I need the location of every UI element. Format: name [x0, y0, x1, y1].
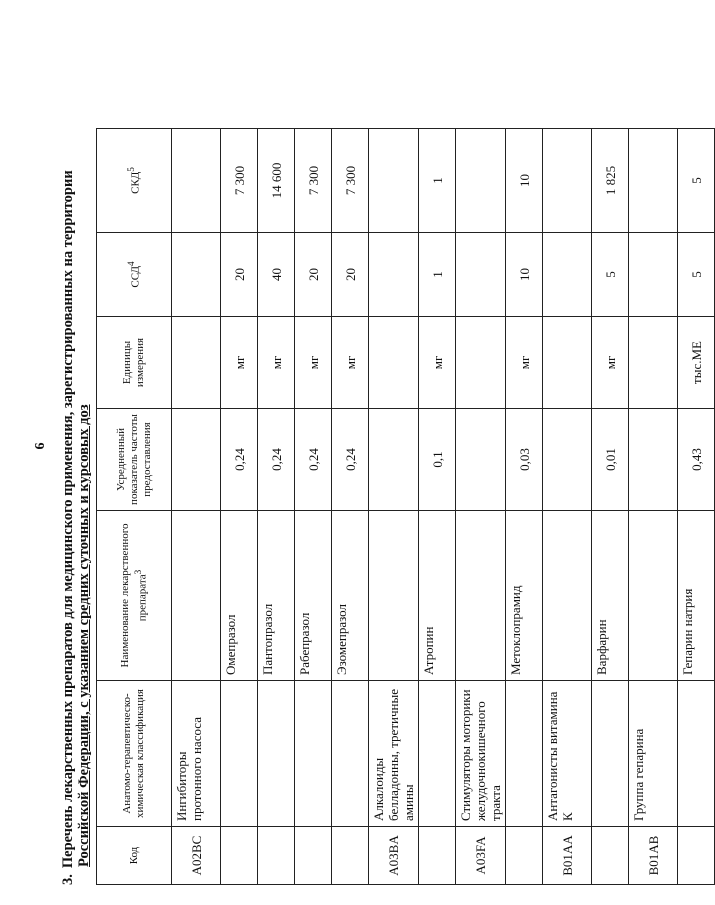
- table-row: [295, 129, 332, 885]
- table-row: [678, 129, 715, 885]
- header-drug-text: Наименование лекарственного препарата: [118, 523, 149, 668]
- atc-cell: [295, 681, 332, 827]
- footnote-5: 5: [126, 167, 137, 172]
- frequency-cell: 0,43: [678, 409, 715, 511]
- drug-name-cell: Пантопразол: [258, 511, 295, 681]
- atc-cell: [592, 681, 629, 827]
- drug-name-cell: [456, 511, 506, 681]
- atc-cell: [419, 681, 456, 827]
- unit-cell: тыс.МЕ: [678, 317, 715, 409]
- drug-name-cell: [629, 511, 678, 681]
- skd-cell: [369, 129, 419, 233]
- code-cell: A03FA: [456, 827, 506, 885]
- ssd-cell: 20: [221, 233, 258, 317]
- header-drug: [97, 511, 172, 681]
- table-row: [456, 129, 506, 885]
- drug-name-cell: Эзомепразол: [332, 511, 369, 681]
- table-row: [419, 129, 456, 885]
- title-line-1: [60, 35, 76, 885]
- atc-cell: [678, 681, 715, 827]
- header-code: Код: [97, 827, 172, 885]
- unit-cell: мг: [332, 317, 369, 409]
- atc-cell: [221, 681, 258, 827]
- unit-cell: мг: [221, 317, 258, 409]
- header-ssd-text: ССД: [129, 265, 142, 288]
- header-ssd: [97, 233, 172, 317]
- skd-cell: [629, 129, 678, 233]
- section-title: [60, 35, 92, 885]
- skd-cell: 1 825: [592, 129, 629, 233]
- table-row: [221, 129, 258, 885]
- ssd-cell: [172, 233, 221, 317]
- code-cell: B01AB: [629, 827, 678, 885]
- frequency-cell: 0,24: [258, 409, 295, 511]
- ssd-cell: 5: [678, 233, 715, 317]
- frequency-cell: 0,1: [419, 409, 456, 511]
- ssd-cell: 20: [332, 233, 369, 317]
- frequency-cell: [369, 409, 419, 511]
- unit-cell: [629, 317, 678, 409]
- frequency-cell: 0,03: [506, 409, 543, 511]
- code-cell: [419, 827, 456, 885]
- ssd-cell: 40: [258, 233, 295, 317]
- code-cell: [592, 827, 629, 885]
- ssd-cell: 10: [506, 233, 543, 317]
- skd-cell: 7 300: [295, 129, 332, 233]
- code-cell: [258, 827, 295, 885]
- skd-cell: 7 300: [221, 129, 258, 233]
- frequency-cell: 0,24: [221, 409, 258, 511]
- page-number: 6: [33, 442, 48, 450]
- ssd-cell: [543, 233, 592, 317]
- atc-cell: Алкалоиды белладонны, третичные амины: [369, 681, 419, 827]
- ssd-cell: [629, 233, 678, 317]
- table-row: [543, 129, 592, 885]
- atc-cell: [258, 681, 295, 827]
- code-cell: [506, 827, 543, 885]
- code-cell: [221, 827, 258, 885]
- drug-name-cell: Варфарин: [592, 511, 629, 681]
- unit-cell: мг: [295, 317, 332, 409]
- ssd-cell: [369, 233, 419, 317]
- rotated-page-content: [60, 35, 704, 885]
- title-line-2: Российской Федерации, с указанием средних суточных и курсовых доз: [76, 404, 92, 867]
- header-atc: Анатомо-терапевтическо-химическая классификация: [97, 681, 172, 827]
- atc-cell: [332, 681, 369, 827]
- skd-cell: [172, 129, 221, 233]
- table-row: [369, 129, 419, 885]
- frequency-cell: 0,01: [592, 409, 629, 511]
- frequency-cell: [172, 409, 221, 511]
- table-row: [629, 129, 678, 885]
- atc-cell: [506, 681, 543, 827]
- title-text-1: Перечень лекарственных препаратов для медицинского применения, зарегистрированных на территории: [60, 170, 76, 869]
- footnote-4: 4: [126, 261, 137, 266]
- frequency-cell: [629, 409, 678, 511]
- frequency-cell: 0,24: [332, 409, 369, 511]
- code-cell: [332, 827, 369, 885]
- frequency-cell: [543, 409, 592, 511]
- drug-table: [96, 128, 715, 885]
- frequency-cell: 0,24: [295, 409, 332, 511]
- ssd-cell: 20: [295, 233, 332, 317]
- code-cell: B01AA: [543, 827, 592, 885]
- ssd-cell: [456, 233, 506, 317]
- frequency-cell: [456, 409, 506, 511]
- table-row: [332, 129, 369, 885]
- unit-cell: [456, 317, 506, 409]
- unit-cell: [543, 317, 592, 409]
- code-cell: [678, 827, 715, 885]
- skd-cell: 1: [419, 129, 456, 233]
- header-skd-text: СКД: [129, 171, 142, 194]
- drug-name-cell: Рабепразол: [295, 511, 332, 681]
- skd-cell: 7 300: [332, 129, 369, 233]
- drug-name-cell: Метоклопрамид: [506, 511, 543, 681]
- header-frequency: Усредненный показатель частоты предоставления: [97, 409, 172, 511]
- unit-cell: мг: [506, 317, 543, 409]
- section-number: 3.: [60, 874, 76, 885]
- atc-cell: Стимуляторы моторики желудочнокишечного тракта: [456, 681, 506, 827]
- table-row: [592, 129, 629, 885]
- table-body: [172, 129, 715, 885]
- atc-cell: Группа гепарина: [629, 681, 678, 827]
- code-cell: A03BA: [369, 827, 419, 885]
- skd-cell: 10: [506, 129, 543, 233]
- code-cell: A02BC: [172, 827, 221, 885]
- drug-name-cell: [369, 511, 419, 681]
- header-skd: [97, 129, 172, 233]
- skd-cell: 5: [678, 129, 715, 233]
- drug-name-cell: Атропин: [419, 511, 456, 681]
- code-cell: [295, 827, 332, 885]
- skd-cell: [456, 129, 506, 233]
- header-units: Единицы измерения: [97, 317, 172, 409]
- unit-cell: [369, 317, 419, 409]
- table-row: [258, 129, 295, 885]
- unit-cell: мг: [258, 317, 295, 409]
- footnote-3: 3: [132, 569, 143, 575]
- skd-cell: [543, 129, 592, 233]
- drug-name-cell: Гепарин натрия: [678, 511, 715, 681]
- unit-cell: мг: [592, 317, 629, 409]
- drug-name-cell: Омепразол: [221, 511, 258, 681]
- skd-cell: 14 600: [258, 129, 295, 233]
- unit-cell: [172, 317, 221, 409]
- table-row: [172, 129, 221, 885]
- drug-name-cell: [543, 511, 592, 681]
- ssd-cell: 1: [419, 233, 456, 317]
- drug-name-cell: [172, 511, 221, 681]
- atc-cell: Ингибиторы протонного насоса: [172, 681, 221, 827]
- atc-cell: Антагонисты витамина К: [543, 681, 592, 827]
- table-header-row: [97, 129, 172, 885]
- ssd-cell: 5: [592, 233, 629, 317]
- table-row: [506, 129, 543, 885]
- unit-cell: мг: [419, 317, 456, 409]
